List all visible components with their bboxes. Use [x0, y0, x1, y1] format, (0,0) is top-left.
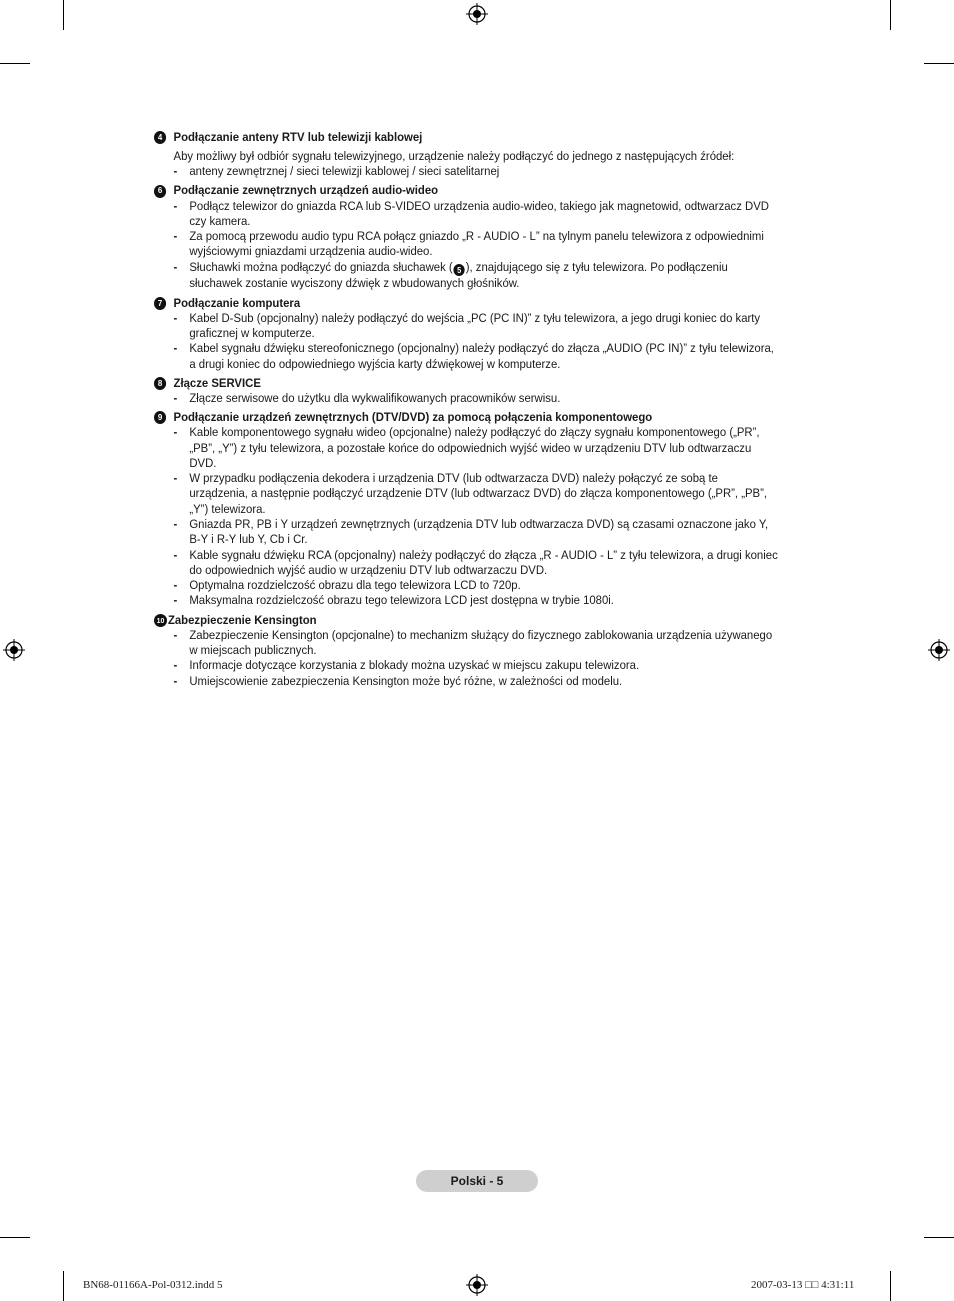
list-item [154, 517, 779, 548]
list-item-text-part: Słuchawki można podłączyć do gniazda słuchawek ( [189, 259, 453, 274]
list-item [154, 199, 779, 230]
section-heading [154, 184, 779, 199]
crop-mark [924, 63, 954, 64]
section-heading [154, 410, 779, 425]
list-item-text: Kabel sygnału dźwięku stereofonicznego (opcjonalny) należy podłączyć do złącza „AUDIO (PC IN)” z tyłu telewizora, a drugi koniec do odpowiedniego wyjścia karty dźwiękowej w komputerze. [189, 341, 774, 371]
list-item-text: Umiejscowienie zabezpieczenia Kensington może być różne, w zależności od modelu. [189, 673, 623, 688]
section-av-devices [154, 184, 779, 292]
list-item [154, 471, 779, 517]
section-title: Złącze SERVICE [173, 375, 261, 390]
list-item-text: Złącze serwisowe do użytku dla wykwalifikowanych pracowników serwisu. [189, 390, 561, 405]
print-slug-file: BN68-01166A-Pol-0312.indd 5 [83, 1279, 223, 1291]
section-title: Zabezpieczenie Kensington [167, 612, 317, 627]
list-item [154, 311, 779, 342]
bullet-dash: - [173, 229, 178, 244]
list-item-text: Informacje dotyczące korzystania z blokady można uzyskać w miejscu zakupu telewizora. [189, 658, 640, 673]
list-item-text: Gniazda PR, PB i Y urządzeń zewnętrznych (urządzenia DTV lub odtwarzacza DVD) są czasami oznaczone jako Y, B-Y i R-Y lub Y, Cb i Cr. [189, 516, 769, 547]
bullet-dash: - [173, 425, 178, 440]
crop-mark [0, 63, 30, 64]
reference-number-badge: 5 [454, 264, 465, 276]
bullet-dash: - [173, 341, 178, 356]
section-heading [154, 296, 779, 311]
section-heading [154, 376, 779, 391]
registration-mark-icon [466, 3, 488, 25]
bullet-list [154, 391, 779, 406]
section-component [154, 410, 779, 609]
section-number-badge: 4 [154, 131, 166, 144]
bullet-dash: - [173, 673, 178, 688]
bullet-dash: - [173, 658, 178, 673]
crop-mark [0, 1237, 30, 1238]
section-number-badge: 8 [154, 377, 166, 390]
crop-mark [63, 1271, 64, 1301]
bullet-dash: - [173, 198, 178, 213]
section-heading [154, 613, 779, 628]
crop-mark [890, 1271, 891, 1301]
list-item [154, 593, 779, 608]
list-item-text: Optymalna rozdzielczość obrazu dla tego telewizora LCD to 720p. [189, 578, 521, 593]
list-item-text: Kable komponentowego sygnału wideo (opcjonalne) należy podłączyć do złączy sygnału komponentowego („PR”, „PB”, „Y”) z tyłu telewizora, a pozostałe końce do odpowiednich wyjść wideo w urządzeniu DTV lub odtwarzaczu DVD. [189, 425, 760, 470]
section-computer [154, 296, 779, 372]
crop-mark [924, 1237, 954, 1238]
section-number-badge: 6 [154, 185, 166, 198]
section-number-badge: 7 [154, 297, 166, 310]
crop-mark [63, 0, 64, 30]
bullet-dash: - [173, 593, 178, 608]
print-slug-date: 2007-03-13 □□ 4:31:11 [751, 1279, 855, 1291]
list-item [154, 341, 779, 372]
page-number-label: Polski - 5 [416, 1170, 538, 1192]
registration-mark-icon [466, 1274, 488, 1296]
section-intro: Aby możliwy był odbiór sygnału telewizyjnego, urządzenie należy podłączyć do jednego z następujących źródeł: [173, 149, 735, 163]
bullet-dash: - [173, 578, 178, 593]
list-item [154, 164, 779, 179]
bullet-dash: - [173, 547, 178, 562]
bullet-dash: - [173, 259, 178, 274]
bullet-dash: - [173, 516, 178, 531]
section-title: Podłączanie anteny RTV lub telewizji kablowej [173, 129, 423, 144]
list-item-text: W przypadku podłączenia dekodera i urządzenia DTV (lub odtwarzacza DVD) należy połączyć ze sobą te urządzenia, a następnie podłączyć urządzenie DTV (lub odtwarzacz DVD) do złącza komponentowego („PR”, „PB”, „Y”) telewizora. [189, 471, 768, 516]
list-item-text [189, 260, 727, 291]
list-item-text: Zabezpieczenie Kensington (opcjonalne) to mechanizm służący do fizycznego zablokowania urządzenia używanego w miejscach publicznych. [189, 627, 773, 658]
section-title: Podłączanie komputera [173, 295, 301, 310]
registration-mark-icon [3, 639, 25, 661]
list-item-text: Za pomocą przewodu audio typu RCA połącz gniazdo „R - AUDIO - L” na tylnym panelu telewizora z odpowiednimi wyjściowymi gniazdami urządzenia audio-wideo. [189, 229, 764, 259]
bullet-dash: - [173, 310, 178, 325]
list-item [154, 229, 779, 260]
list-item-text: Maksymalna rozdzielczość obrazu tego telewizora LCD jest dostępna w trybie 1080i. [189, 593, 614, 608]
list-item [154, 425, 779, 471]
bullet-dash: - [173, 164, 178, 179]
section-kensington [154, 613, 779, 689]
list-item-text: Kable sygnału dźwięku RCA (opcjonalny) należy podłączyć do złącza „R - AUDIO - L” z tyłu telewizora, a drugi koniec do odpowiednich wyjść audio w urządzeniu DTV lub odtwarzaczu DVD. [189, 547, 778, 577]
section-number-badge: 10 [154, 614, 167, 627]
bullet-list [154, 425, 779, 609]
bullet-dash: - [173, 471, 178, 486]
section-service [154, 376, 779, 406]
list-item [154, 578, 779, 593]
registration-mark-icon [928, 639, 950, 661]
list-item-text: Kabel D-Sub (opcjonalny) należy podłączyć do wejścia „PC (PC IN)” z tyłu telewizora, a jego drugi koniec do karty graficznej w komputerze. [189, 310, 761, 341]
section-number-badge: 9 [154, 411, 166, 424]
list-item-text-part: ), znajdującego się z tyłu telewizora. Po podłączeniu słuchawek zostanie wyciszony dźwięk z wbudowanych głośników. [189, 259, 728, 291]
section-heading [154, 130, 779, 145]
crop-mark [890, 0, 891, 30]
list-item [154, 658, 779, 673]
section-title: Podłączanie zewnętrznych urządzeń audio-wideo [173, 183, 439, 198]
section-title: Podłączanie urządzeń zewnętrznych (DTV/DVD) za pomocą połączenia komponentowego [173, 410, 653, 425]
bullet-dash: - [173, 390, 178, 405]
list-item [154, 391, 779, 406]
document-body [154, 130, 779, 693]
list-item-text: anteny zewnętrznej / sieci telewizji kablowej / sieci satelitarnej [189, 164, 500, 179]
bullet-list [154, 311, 779, 372]
list-item [154, 674, 779, 689]
bullet-list [154, 164, 779, 179]
list-item-text: Podłącz telewizor do gniazda RCA lub S-VIDEO urządzenia audio-wideo, takiego jak magnetowid, odtwarzacz DVD czy kamera. [189, 198, 769, 228]
list-item [154, 548, 779, 579]
section-antenna [154, 130, 779, 180]
bullet-list [154, 199, 779, 292]
list-item [154, 628, 779, 659]
bullet-dash: - [173, 627, 178, 642]
list-item [154, 260, 779, 292]
bullet-list [154, 628, 779, 689]
